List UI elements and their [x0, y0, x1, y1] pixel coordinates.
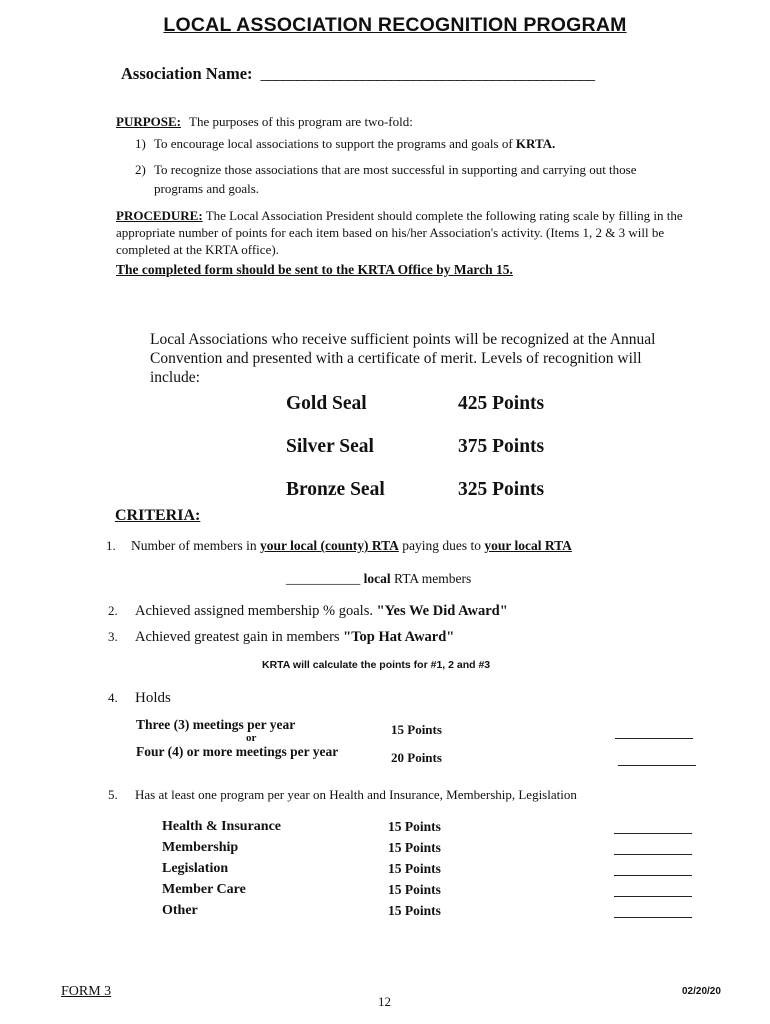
purpose-section — [116, 114, 413, 130]
list-number: 2. — [108, 603, 118, 618]
list-number: 1. — [106, 538, 116, 553]
criterion-1-members — [286, 571, 471, 587]
program-field-membership[interactable] — [614, 854, 692, 855]
list-number: 3. — [108, 629, 118, 644]
meetings-option-three: Three (3) meetings per year — [136, 717, 296, 732]
level-points-bronze: 325 Points — [458, 479, 545, 500]
criterion-emphasis: your local (county) RTA — [259, 538, 399, 553]
criterion-1 — [106, 538, 572, 554]
list-number: 5. — [108, 787, 118, 802]
members-local-label: local — [360, 571, 391, 586]
level-name-silver: Silver Seal — [286, 436, 374, 457]
program-label-legislation: Legislation — [162, 861, 229, 876]
purpose-item-text: To recognize those associations that are most successful in supporting and carrying out those — [154, 162, 637, 177]
association-name-label: Association Name: — [121, 64, 253, 83]
criterion-3 — [108, 629, 454, 646]
form-number: FORM 3 — [61, 984, 112, 999]
purpose-text: The purposes of this program are two-fold: — [189, 114, 413, 129]
program-label-other: Other — [162, 903, 198, 918]
purpose-item-bold: KRTA. — [515, 136, 556, 151]
criterion-emphasis: your local RTA — [484, 538, 572, 553]
criteria-heading: CRITERIA: — [115, 507, 201, 524]
level-points-silver: 375 Points — [458, 436, 545, 457]
award-name: "Yes We Did Award" — [376, 603, 508, 619]
purpose-item-1 — [135, 136, 555, 152]
members-count-field[interactable]: ___________ — [286, 571, 361, 586]
association-name-row — [121, 64, 594, 84]
members-text: RTA members — [390, 571, 472, 586]
criterion-4 — [108, 690, 171, 707]
association-name-field[interactable]: ______________________________________________ — [260, 64, 595, 83]
program-points-health: 15 Points — [388, 819, 441, 834]
program-field-other[interactable] — [614, 917, 692, 918]
criterion-text: Achieved greatest gain in members — [135, 629, 344, 645]
criterion-text: Has at least one program per year on Health and Insurance, Membership, Legislation — [135, 787, 577, 802]
program-points-legislation: 15 Points — [388, 861, 441, 876]
procedure-label: PROCEDURE: — [116, 208, 203, 223]
program-points-member-care: 15 Points — [388, 882, 441, 897]
criterion-2 — [108, 603, 508, 620]
program-points-other: 15 Points — [388, 903, 441, 918]
list-number: 1) — [135, 136, 146, 151]
meetings-four-field[interactable] — [618, 765, 696, 766]
purpose-label: PURPOSE: — [116, 114, 181, 129]
meetings-points-four: 20 Points — [391, 750, 442, 765]
meetings-three-field[interactable] — [615, 738, 693, 739]
meetings-or: or — [246, 732, 257, 744]
program-field-health[interactable] — [614, 833, 692, 834]
criterion-text: Number of members in — [131, 538, 260, 553]
form-date: 02/20/20 — [682, 986, 721, 997]
meetings-option-four: Four (4) or more meetings per year — [136, 744, 339, 759]
list-number: 2) — [135, 162, 146, 177]
criterion-text: Achieved assigned membership % goals. — [135, 603, 377, 619]
recognition-intro: Local Associations who receive sufficient points will be recognized at the Annual Convention and presented with a certificate of merit. Levels of recognition will include: — [150, 331, 656, 386]
criterion-text: paying dues to — [398, 538, 485, 553]
purpose-item-continuation: programs and goals. — [154, 181, 260, 196]
page-title: LOCAL ASSOCIATION RECOGNITION PROGRAM — [163, 14, 627, 36]
level-points-gold: 425 Points — [458, 393, 545, 414]
list-number: 4. — [108, 690, 118, 705]
program-label-member-care: Member Care — [162, 882, 246, 897]
program-field-member-care[interactable] — [614, 896, 692, 897]
program-label-health: Health & Insurance — [162, 819, 281, 834]
page-number: 12 — [378, 994, 391, 1009]
program-label-membership: Membership — [162, 840, 239, 855]
krta-calculation-note: KRTA will calculate the points for #1, 2 and #3 — [262, 659, 491, 671]
purpose-item-2 — [135, 160, 695, 198]
procedure-text: The Local Association President should complete the following rating scale by filling in the appropriate number of points for each item based on his/her Association's activity. (Items 1, 2 & 3 will be completed at the KRTA office). — [116, 208, 683, 257]
meetings-points-three: 15 Points — [391, 722, 442, 737]
award-name: "Top Hat Award" — [343, 629, 455, 645]
criterion-5 — [108, 787, 577, 803]
purpose-item-text: To encourage local associations to support the programs and goals of — [154, 136, 516, 151]
program-points-membership: 15 Points — [388, 840, 441, 855]
level-name-bronze: Bronze Seal — [286, 479, 385, 500]
procedure-section — [116, 207, 686, 258]
procedure-deadline: The completed form should be sent to the KRTA Office by March 15. — [116, 262, 513, 277]
criterion-text: Holds — [135, 690, 171, 706]
level-name-gold: Gold Seal — [286, 393, 367, 414]
program-field-legislation[interactable] — [614, 875, 692, 876]
